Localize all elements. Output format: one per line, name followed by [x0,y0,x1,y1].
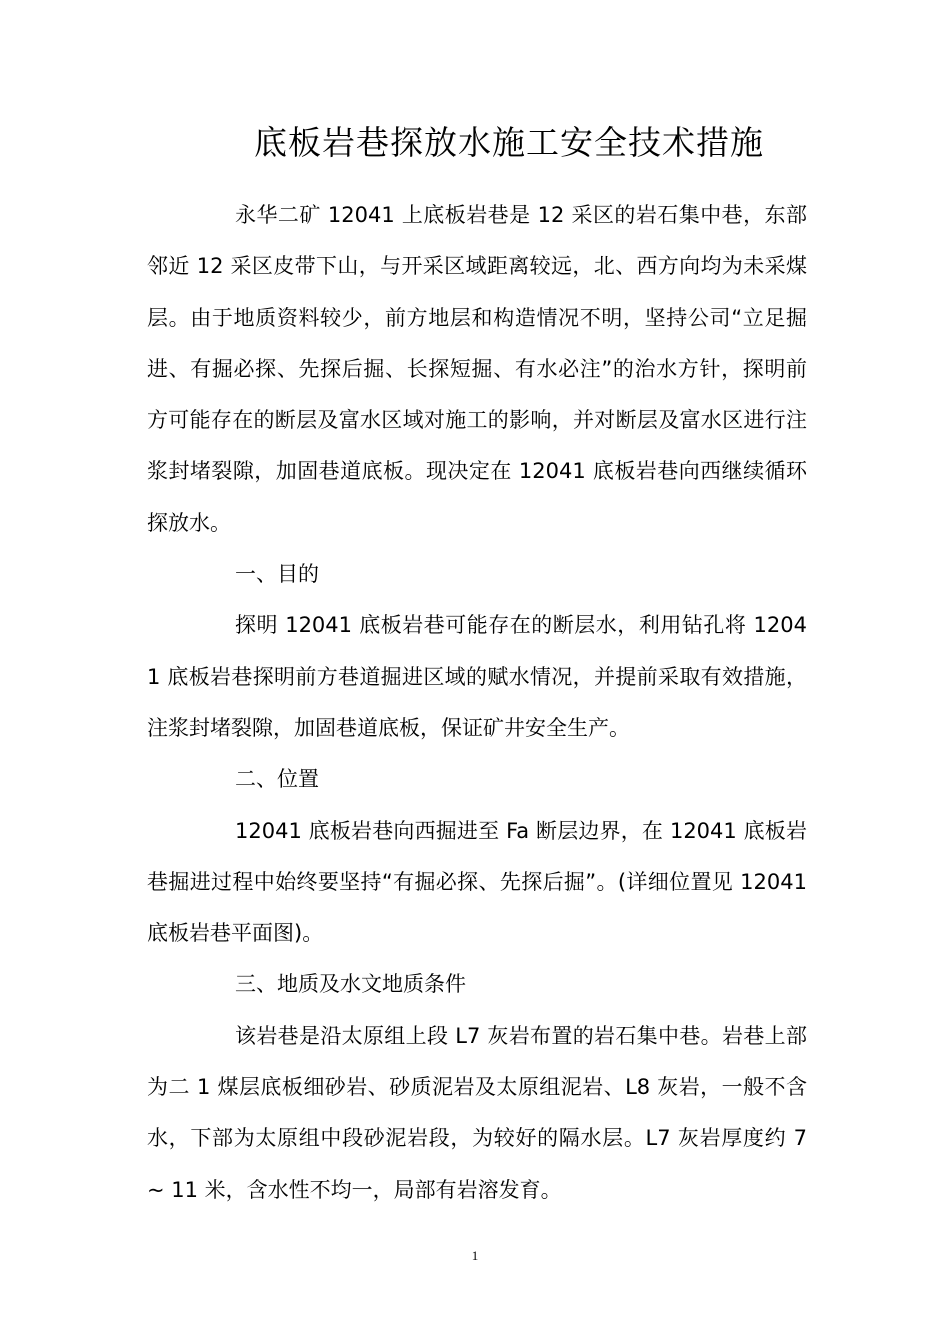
section-text-purpose: 探明 12041 底板岩巷可能存在的断层水，利用钻孔将 12041 底板岩巷探明前方巷道掘进区域的赋水情况，并提前采取有效措施，注浆封堵裂隙，加固巷道底板，保证矿井安全生产。 [147,613,807,740]
section-heading-purpose: 一、目的 [235,562,319,587]
section-text-geology: 该岩巷是沿太原组上段 L7 灰岩布置的岩石集中巷。岩巷上部为二 1 煤层底板细砂岩、砂质泥岩及太原组泥岩、L8 灰岩，一般不含水，下部为太原组中段砂泥岩段，为较好的隔水层。L7 灰岩厚度约 7 ~ 11 米，含水性不均一，局部有岩溶发育。 [147,1023,807,1202]
intro-paragraph: 永华二矿 12041 上底板岩巷是 12 采区的岩石集中巷，东部邻近 12 采区皮带下山，与开采区域距离较远，北、西方向均为未采煤层。由于地质资料较少，前方地层和构造情况不明，坚持公司“立足掘进、有掘必探、先探后掘、长探短掘、有水必注”的治水方针，探明前方可能存在的断层及富水区域对施工的影响，并对断层及富水区进行注浆封堵裂隙，加固巷道底板。现决定在 12041 底板岩巷向西继续循环探放水。 [147,203,807,535]
section-heading-geology: 三、地质及水文地质条件 [235,972,466,997]
page-number: 1 [471,1248,479,1263]
document-title: 底板岩巷探放水施工安全技术措施 [254,123,764,162]
section-heading-location: 二、位置 [235,767,319,792]
section-text-location: 12041 底板岩巷向西掘进至 Fa 断层边界，在 12041 底板岩巷掘进过程中始终要坚持“有掘必探、先探后掘”。(详细位置见 12041 底板岩巷平面图)。 [147,818,807,946]
document-body [147,190,807,1216]
